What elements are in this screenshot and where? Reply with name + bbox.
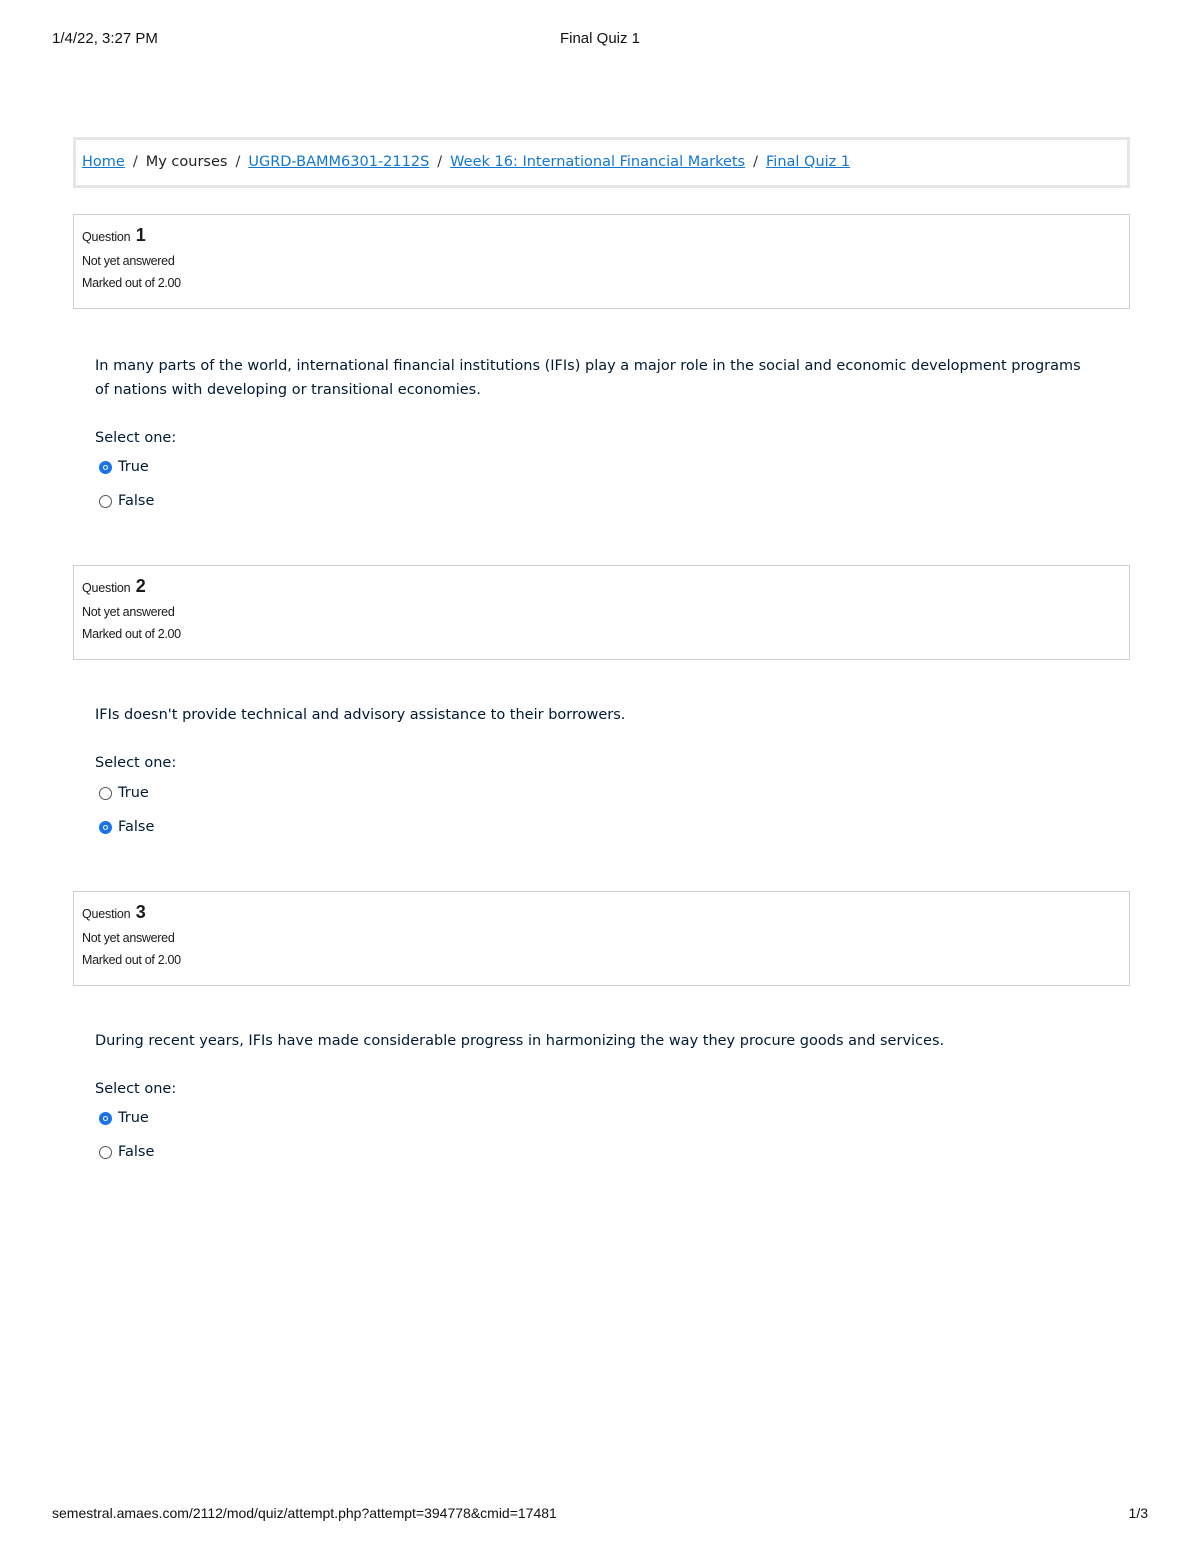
question-3-option-false[interactable] <box>99 1142 154 1162</box>
question-2-option-false[interactable] <box>99 817 154 837</box>
option-label: False <box>118 1144 155 1160</box>
question-2-prompt: Select one: <box>95 755 177 771</box>
radio-checked-icon[interactable] <box>99 1112 112 1125</box>
question-label: Question <box>82 230 131 244</box>
option-label: True <box>118 1110 149 1126</box>
question-state: Not yet answered <box>82 931 175 945</box>
breadcrumb <box>73 137 1130 188</box>
question-1-prompt: Select one: <box>95 430 177 446</box>
question-label: Question <box>82 581 131 595</box>
breadcrumb-my-courses: My courses <box>145 154 228 170</box>
question-1-option-true[interactable] <box>99 457 149 477</box>
question-number-value: 2 <box>135 576 146 596</box>
print-footer <box>52 1505 1148 1525</box>
question-number <box>82 225 1129 246</box>
breadcrumb-quiz-link[interactable]: Final Quiz 1 <box>766 154 851 170</box>
question-3-text: During recent years, IFIs have made considerable progress in harmonizing the way they procure goods and services. <box>95 1033 945 1049</box>
question-2-text: IFIs doesn't provide technical and advisory assistance to their borrowers. <box>95 707 626 723</box>
radio-checked-icon[interactable] <box>99 821 112 834</box>
question-number <box>82 576 1129 597</box>
breadcrumb-separator: / <box>437 154 443 170</box>
option-label: False <box>118 493 155 509</box>
question-1-text: In many parts of the world, international financial institutions (IFIs) play a major role in the social and economic development programs of nations with developing or transitional economies. <box>95 358 1081 398</box>
question-number-value: 3 <box>135 902 146 922</box>
radio-checked-icon[interactable] <box>99 461 112 474</box>
radio-unchecked-icon[interactable] <box>99 1146 112 1159</box>
question-label: Question <box>82 907 131 921</box>
question-2-option-true[interactable] <box>99 783 149 803</box>
breadcrumb-course-link[interactable]: UGRD-BAMM6301-2112S <box>248 154 430 170</box>
breadcrumb-separator: / <box>132 154 138 170</box>
breadcrumb-week-link[interactable]: Week 16: International Financial Markets <box>450 154 746 170</box>
question-number <box>82 902 1129 923</box>
question-state: Not yet answered <box>82 254 175 268</box>
option-label: False <box>118 819 155 835</box>
question-state: Not yet answered <box>82 605 175 619</box>
question-2-info <box>73 565 1130 660</box>
question-3-option-true[interactable] <box>99 1108 149 1128</box>
breadcrumb-home-link[interactable]: Home <box>82 154 125 170</box>
print-page-number: 1/3 <box>1128 1505 1148 1521</box>
question-1-info <box>73 214 1130 309</box>
question-mark: Marked out of 2.00 <box>82 627 181 641</box>
print-title: Final Quiz 1 <box>559 30 641 47</box>
option-label: True <box>118 459 149 475</box>
question-3-prompt: Select one: <box>95 1081 177 1097</box>
question-mark: Marked out of 2.00 <box>82 276 181 290</box>
radio-unchecked-icon[interactable] <box>99 495 112 508</box>
question-1-option-false[interactable] <box>99 491 154 511</box>
radio-unchecked-icon[interactable] <box>99 787 112 800</box>
print-date: 1/4/22, 3:27 PM <box>52 30 158 47</box>
print-url: semestral.amaes.com/2112/mod/quiz/attempt.php?attempt=394778&cmid=17481 <box>52 1505 557 1521</box>
breadcrumb-separator: / <box>753 154 758 170</box>
print-header <box>52 30 1148 50</box>
question-3-info <box>73 891 1130 986</box>
breadcrumb-separator: / <box>235 154 241 170</box>
question-number-value: 1 <box>135 225 146 245</box>
question-mark: Marked out of 2.00 <box>82 953 181 967</box>
option-label: True <box>118 785 149 801</box>
